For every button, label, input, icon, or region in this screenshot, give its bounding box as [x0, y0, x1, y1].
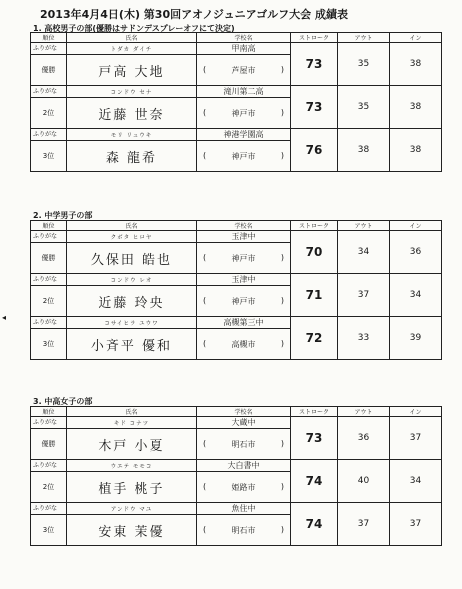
player-furigana: モリ リュウキ [67, 129, 197, 141]
in-score: 38 [390, 129, 442, 172]
close-paren: ) [280, 64, 284, 74]
furigana-row [31, 417, 442, 429]
city-cell [197, 329, 291, 360]
in-score: 37 [390, 417, 442, 460]
furigana-label: ふりがな [31, 129, 67, 141]
section-label: 3. 中高女子の部 [33, 397, 93, 406]
furigana-label: ふりがな [31, 231, 67, 243]
close-paren: ) [280, 107, 284, 117]
results-table [30, 220, 442, 360]
player-furigana: コンドウ レオ [67, 274, 197, 286]
open-paren: ( [203, 107, 207, 117]
city-cell [197, 141, 291, 172]
header-row [31, 33, 442, 43]
close-paren: ) [280, 438, 284, 448]
rank-cell: 優勝 [31, 55, 67, 86]
header-stroke: ストローク [291, 33, 338, 43]
city-cell [197, 243, 291, 274]
city-name: 明石市 [231, 525, 256, 535]
header-out: アウト [338, 407, 390, 417]
out-score: 37 [338, 503, 390, 546]
school-name: 神港学園高 [197, 129, 291, 141]
city-cell [197, 429, 291, 460]
open-paren: ( [203, 64, 207, 74]
player-name: 近藤 玲央 [67, 286, 197, 317]
open-paren: ( [203, 438, 207, 448]
furigana-row [31, 460, 442, 472]
player-name: 小斉平 優和 [67, 329, 197, 360]
city-name: 神戸市 [231, 151, 256, 161]
header-out: アウト [338, 221, 390, 231]
player-name: 森 龍希 [67, 141, 197, 172]
stroke-total: 74 [291, 460, 338, 503]
school-name: 大蔵中 [197, 417, 291, 429]
city-name: 神戸市 [231, 253, 256, 263]
city-name: 神戸市 [231, 108, 256, 118]
city-cell [197, 515, 291, 546]
section-label: 1. 高校男子の部(優勝はサドンデスプレーオフにて決定) [33, 24, 235, 33]
out-score: 36 [338, 417, 390, 460]
header-stroke: ストローク [291, 221, 338, 231]
out-score: 33 [338, 317, 390, 360]
open-paren: ( [203, 150, 207, 160]
close-paren: ) [280, 295, 284, 305]
school-name: 甲南高 [197, 43, 291, 55]
school-name: 高槻第三中 [197, 317, 291, 329]
close-paren: ) [280, 524, 284, 534]
player-name: 安東 茉優 [67, 515, 197, 546]
header-row [31, 407, 442, 417]
open-paren: ( [203, 295, 207, 305]
close-paren: ) [280, 481, 284, 491]
player-name: 戸高 大地 [67, 55, 197, 86]
rank-cell: 2位 [31, 98, 67, 129]
school-name: 玉津中 [197, 231, 291, 243]
player-name: 植手 桃子 [67, 472, 197, 503]
furigana-row [31, 86, 442, 98]
furigana-label: ふりがな [31, 274, 67, 286]
header-row [31, 221, 442, 231]
stroke-total: 71 [291, 274, 338, 317]
school-name: 玉津中 [197, 274, 291, 286]
stroke-total: 70 [291, 231, 338, 274]
school-name: 魚住中 [197, 503, 291, 515]
open-paren: ( [203, 481, 207, 491]
furigana-label: ふりがな [31, 417, 67, 429]
rank-cell: 3位 [31, 515, 67, 546]
furigana-label: ふりがな [31, 86, 67, 98]
header-name: 氏名 [67, 33, 197, 43]
player-furigana: コサイヒラ ユウワ [67, 317, 197, 329]
city-name: 芦屋市 [231, 65, 256, 75]
header-school: 学校名 [197, 221, 291, 231]
in-score: 36 [390, 231, 442, 274]
stroke-total: 76 [291, 129, 338, 172]
out-score: 34 [338, 231, 390, 274]
header-in: イン [390, 407, 442, 417]
in-score: 39 [390, 317, 442, 360]
stroke-total: 72 [291, 317, 338, 360]
close-paren: ) [280, 150, 284, 160]
furigana-row [31, 231, 442, 243]
section-label: 2. 中学男子の部 [33, 211, 93, 220]
header-rank: 順位 [31, 33, 67, 43]
out-score: 38 [338, 129, 390, 172]
furigana-row [31, 129, 442, 141]
city-name: 姫路市 [231, 482, 256, 492]
rank-cell: 3位 [31, 329, 67, 360]
player-furigana: コンドウ セナ [67, 86, 197, 98]
in-score: 38 [390, 43, 442, 86]
player-name: 木戸 小夏 [67, 429, 197, 460]
results-table [30, 406, 442, 546]
player-furigana: クボタ ヒロヤ [67, 231, 197, 243]
header-school: 学校名 [197, 407, 291, 417]
furigana-row [31, 274, 442, 286]
player-furigana: トダカ ダイチ [67, 43, 197, 55]
city-cell [197, 472, 291, 503]
in-score: 34 [390, 460, 442, 503]
rank-cell: 優勝 [31, 243, 67, 274]
in-score: 34 [390, 274, 442, 317]
city-cell [197, 286, 291, 317]
close-paren: ) [280, 338, 284, 348]
city-name: 神戸市 [231, 296, 256, 306]
stroke-total: 73 [291, 43, 338, 86]
city-name: 明石市 [231, 439, 256, 449]
furigana-row [31, 317, 442, 329]
in-score: 38 [390, 86, 442, 129]
header-in: イン [390, 33, 442, 43]
furigana-label: ふりがな [31, 460, 67, 472]
player-furigana: ウエテ モモコ [67, 460, 197, 472]
out-score: 37 [338, 274, 390, 317]
rank-cell: 2位 [31, 286, 67, 317]
furigana-row [31, 43, 442, 55]
rank-cell: 2位 [31, 472, 67, 503]
player-name: 近藤 世奈 [67, 98, 197, 129]
out-score: 35 [338, 43, 390, 86]
margin-mark: ◂ [2, 313, 7, 322]
header-out: アウト [338, 33, 390, 43]
city-cell [197, 98, 291, 129]
out-score: 35 [338, 86, 390, 129]
city-name: 高槻市 [231, 339, 256, 349]
school-name: 大白書中 [197, 460, 291, 472]
school-name: 滝川第二高 [197, 86, 291, 98]
stroke-total: 73 [291, 417, 338, 460]
furigana-label: ふりがな [31, 317, 67, 329]
furigana-label: ふりがな [31, 43, 67, 55]
furigana-row [31, 503, 442, 515]
header-in: イン [390, 221, 442, 231]
stroke-total: 74 [291, 503, 338, 546]
stroke-total: 73 [291, 86, 338, 129]
header-school: 学校名 [197, 33, 291, 43]
out-score: 40 [338, 460, 390, 503]
player-furigana: アンドウ マユ [67, 503, 197, 515]
header-rank: 順位 [31, 407, 67, 417]
results-table [30, 32, 442, 172]
in-score: 37 [390, 503, 442, 546]
rank-cell: 3位 [31, 141, 67, 172]
player-furigana: キド コナツ [67, 417, 197, 429]
header-name: 氏名 [67, 407, 197, 417]
open-paren: ( [203, 252, 207, 262]
city-cell [197, 55, 291, 86]
page-title: 2013年4月4日(木) 第30回アオノジュニアゴルフ大会 成績表 [40, 8, 348, 21]
open-paren: ( [203, 524, 207, 534]
close-paren: ) [280, 252, 284, 262]
header-rank: 順位 [31, 221, 67, 231]
header-stroke: ストローク [291, 407, 338, 417]
rank-cell: 優勝 [31, 429, 67, 460]
header-name: 氏名 [67, 221, 197, 231]
open-paren: ( [203, 338, 207, 348]
furigana-label: ふりがな [31, 503, 67, 515]
player-name: 久保田 皓也 [67, 243, 197, 274]
